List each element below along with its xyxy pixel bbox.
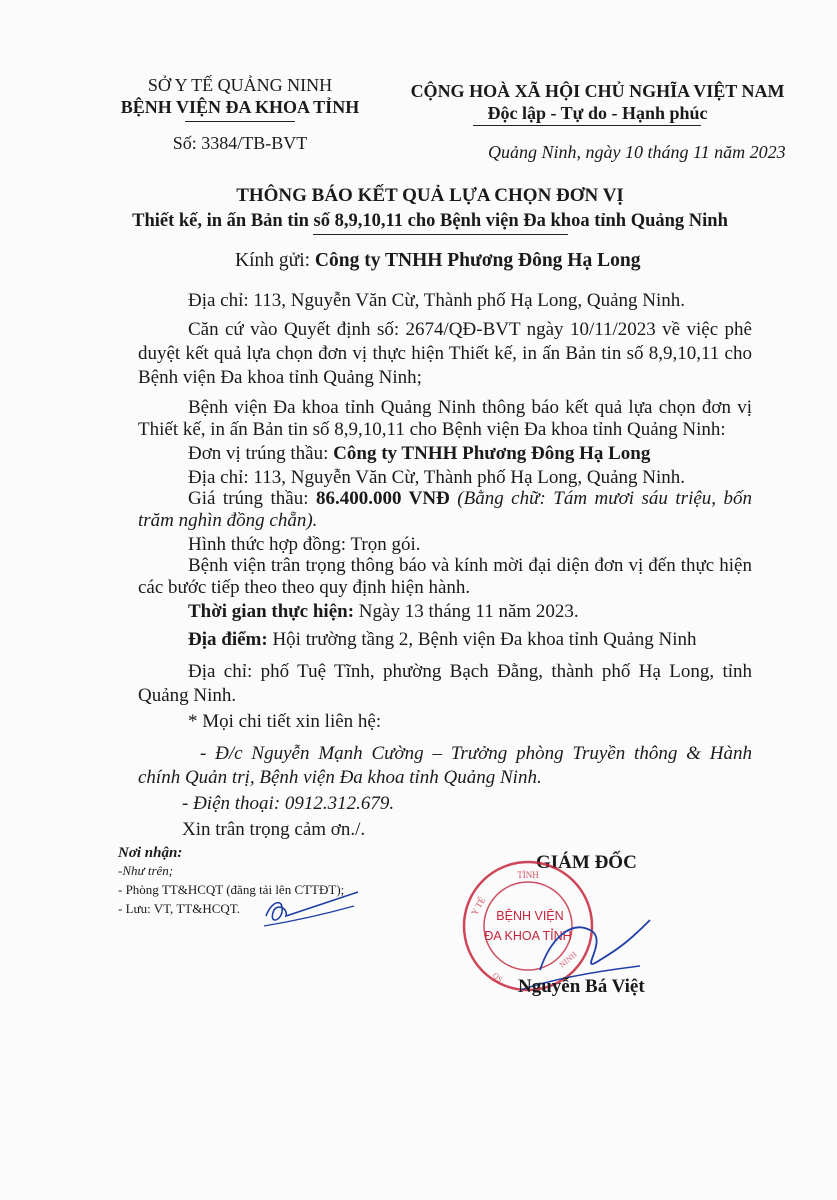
recipient-name: Công ty TNHH Phương Đông Hạ Long [314,250,641,271]
document-subtitle: Thiết kế, in ấn Bản tin số 8,9,10,11 cho Bệnh viện Đa khoa tỉnh Quảng Ninh [132,211,728,231]
svg-text:ĐA KHOA TỈNH: ĐA KHOA TỈNH [484,929,572,943]
price-label: Giá trúng thầu: [188,488,316,509]
venue-address-paragraph: Địa chỉ: phố Tuệ Tĩnh, phường Bạch Đằng, thành phố Hạ Long, tỉnh Quảng Ninh. [138,661,752,706]
price-paragraph [138,488,752,532]
svg-text:TỈNH: TỈNH [517,870,539,880]
svg-text:Y TẾ: Y TẾ [469,895,488,917]
winner-name: Công ty TNHH Phương Đông Hạ Long [333,443,651,464]
recipient-address: Địa chỉ: 113, Nguyễn Văn Cừ, Thành phố Hạ Long, Quảng Ninh. [188,290,686,311]
distribution-item: - Phòng TT&HCQT (đăng tải lên CTTĐT); [118,882,345,897]
national-header [400,80,795,124]
department-name: SỞ Y TẾ QUẢNG NINH [147,75,333,95]
announcement-paragraph: Bệnh viện Đa khoa tỉnh Quảng Ninh thông báo kết quả lựa chọn đơn vị Thiết kế, in ấn Bản tin số 8,9,10,11 cho Bệnh viện Đa khoa tỉnh Quảng Ninh: [138,397,752,440]
initial-scribble [258,886,368,936]
national-motto: Độc lập - Tự do - Hạnh phúc [487,103,708,123]
price-in-words: (Bằng chữ: Tám mươi sáu triệu, bốn trăm nghìn đồng chẵn). [138,488,753,531]
winner-label: Đơn vị trúng thầu: [188,443,334,464]
recipient-line [235,249,755,272]
svg-text:QS: QS [490,970,505,985]
header-left-rule [185,121,295,122]
winner-address: Địa chỉ: 113, Nguyễn Văn Cừ, Thành phố Hạ Long, Quảng Ninh. [188,467,686,488]
svg-text:NINH: NINH [557,949,579,970]
closing-thanks: Xin trân trọng cảm ơn./. [182,819,366,840]
distribution-title: Nơi nhận: [118,845,183,861]
invitation-paragraph: Bệnh viện trân trọng thông báo và kính mời đại diện đơn vị đến thực hiện các bước tiếp theo theo quy định hiện hành. [138,555,752,598]
price-value: 86.400.000 VNĐ [315,488,450,509]
time-line [188,600,768,623]
document-title: THÔNG BÁO KẾT QUẢ LỰA CHỌN ĐƠN VỊ [236,185,624,206]
subtitle-underline [313,234,568,235]
issuing-authority [95,74,385,118]
signer-name: Nguyễn Bá Việt [518,976,645,997]
venue-line [188,628,788,651]
distribution-item: -Như trên; [118,863,174,878]
legal-basis-paragraph: Căn cứ vào Quyết định số: 2674/QĐ-BVT ngày 10/11/2023 về việc phê duyệt kết quả lựa chọn đơn vị thực hiện Thiết kế, in ấn Bản tin số 8,9,10,11 cho Bệnh viện Đa khoa tỉnh Quảng Ninh; [138,319,752,388]
svg-text:BỆNH VIỆN: BỆNH VIỆN [496,909,564,923]
recipient-label: Kính gửi: [235,250,315,271]
place-and-date: Quảng Ninh, ngày 10 tháng 11 năm 2023 [488,142,786,162]
contact-intro: * Mọi chi tiết xin liên hệ: [188,711,382,732]
venue-value: Hội trường tầng 2, Bệnh viện Đa khoa tỉnh Quảng Ninh [267,629,697,650]
signer-role: GIÁM ĐỐC [536,852,637,873]
contact-phone: - Điện thoại: 0912.312.679. [182,793,395,814]
contract-form: Hình thức hợp đồng: Trọn gói. [188,534,421,555]
country-name: CỘNG HOÀ XÃ HỘI CHỦ NGHĨA VIỆT NAM [410,81,785,101]
motto-underline [473,125,701,126]
time-value: Ngày 13 tháng 11 năm 2023. [354,601,579,622]
venue-label: Địa điểm: [188,629,268,650]
contact-person-paragraph: - Đ/c Nguyễn Mạnh Cường – Trưởng phòng Truyền thông & Hành chính Quản trị, Bệnh viện Đa khoa tỉnh Quảng Ninh. [138,743,752,788]
document-number: Số: 3384/TB-BVT [172,133,308,153]
time-label: Thời gian thực hiện: [188,601,355,622]
winner-line [188,442,768,465]
hospital-name: BỆNH VIỆN ĐA KHOA TỈNH [120,97,360,117]
distribution-item: - Lưu: VT, TT&HCQT. [118,901,240,916]
